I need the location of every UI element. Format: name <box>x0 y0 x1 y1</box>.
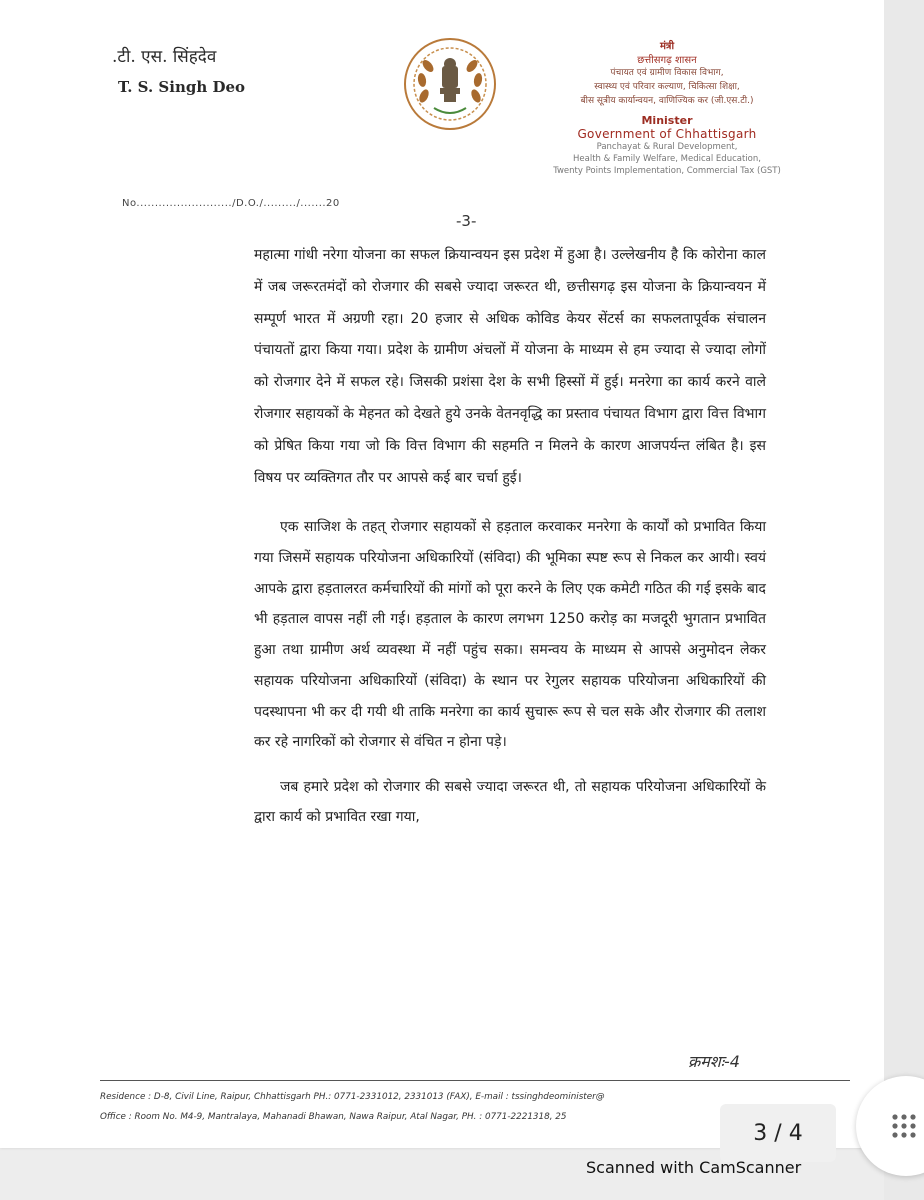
sender-name-english: T. S. Singh Deo <box>118 78 246 96</box>
footer-office: Office : Room No. M4-9, Mantralaya, Mahanadi Bhawan, Nawa Raipur, Atal Nagar, PH. : 0771-2221318, 25 <box>100 1112 567 1122</box>
scanner-watermark: Scanned with CamScanner <box>586 1158 802 1177</box>
grid-apps-icon[interactable] <box>890 1112 918 1140</box>
paragraph-2: एक साजिश के तहत् रोजगार सहायकों से हड़ताल करवाकर मनरेगा के कार्यों को प्रभावित किया गया जिसमें सहायक परियोजना अधिकारियों (संविदा) की भूमिका स्पष्ट रूप से निकल कर आयी। स्वयं आपके द्वारा हड़तालरत कर्मचारियों की मांगों को पूरा करने के लिए एक कमेटी गठित की गई इसके बाद भी हड़ताल वापस नहीं ली गई। हड़ताल के कारण लगभग 1250 करोड़ का मजदूरी भुगतान प्रभावित हुआ तथा ग्रामीण अर्थ व्यवस्था में नहीं पहुंच सका। समन्वय के माध्यम से आपसे अनुमोदन लेकर सहायक परियोजना अधिकारियों (संविदा) के स्थान पर रेगुलर सहायक परियोजना अधिकारियों की पदस्थापना भी कर दी गयी थी ताकि मनरेगा का कार्य सुचारू रूप से चल सके और रोजगार की तलाश कर रहे नागरिकों को रोजगार से वंचित न होना पड़े। <box>254 519 766 751</box>
department-english-line-3: Twenty Points Implementation, Commercial Tax (GST) <box>553 166 781 176</box>
minister-title-hindi: मंत्री <box>659 41 675 52</box>
paragraph-3: जब हमारे प्रदेश को रोजगार की सबसे ज्यादा जरूरत थी, तो सहायक परियोजना अधिकारियों के द्वारा कार्य को प्रभावित रखा गया, <box>254 779 766 825</box>
department-hindi-line-3: बीस सूत्रीय कार्यान्वयन, वाणिज्यिक कर (जी.एस.टी.) <box>580 96 754 106</box>
government-english: Government of Chhattisgarh <box>577 127 757 141</box>
page-indicator-badge: 3 / 4 <box>720 1104 836 1162</box>
reference-number: No........................../D.O./........./.......20 <box>122 198 340 209</box>
department-english-line-1: Panchayat & Rural Development, <box>596 142 738 152</box>
letter-body <box>254 240 766 832</box>
minister-title-english: Minister <box>641 114 693 127</box>
footer-divider <box>100 1080 850 1081</box>
viewer-background-strip <box>884 0 924 1200</box>
continued-marker: क्रमशः-4 <box>688 1052 740 1071</box>
page-marker: -3- <box>456 212 477 230</box>
government-hindi: छत्तीसगढ़ शासन <box>637 55 697 66</box>
state-emblem-seal <box>402 36 498 132</box>
department-english-line-2: Health & Family Welfare, Medical Education, <box>573 154 761 164</box>
department-hindi-line-1: पंचायत एवं ग्रामीण विकास विभाग, <box>610 68 724 78</box>
sender-name-hindi: .टी. एस. सिंहदेव <box>112 47 217 67</box>
minister-letterhead <box>532 38 802 177</box>
department-hindi-line-2: स्वास्थ्य एवं परिवार कल्याण, चिकित्सा शिक्षा, <box>594 82 740 92</box>
footer-residence: Residence : D-8, Civil Line, Raipur, Chhattisgarh PH.: 0771-2331012, 2331013 (FAX), E-mail : tssinghdeominister@ <box>100 1092 605 1102</box>
paragraph-1: महात्मा गांधी नरेगा योजना का सफल क्रियान्वयन इस प्रदेश में हुआ है। उल्लेखनीय है कि कोरोना काल में जब जरूरतमंदों को रोजगार की सबसे ज्यादा जरूरत थी, छत्तीसगढ़ इस योजना के क्रियान्वयन में सम्पूर्ण भारत में अग्रणी रहा। 20 हजार से अधिक कोविड केयर सेंटर्स का सफलतापूर्वक संचालन पंचायतों द्वारा किया गया। प्रदेश के ग्रामीण अंचलों में योजना के माध्यम से हम ज्यादा से ज्यादा लोगों को रोजगार देने में सफल रहे। जिसकी प्रशंसा देश के सभी हिस्सों में हुई। मनरेगा का कार्य करने वाले रोजगार सहायकों के मेहनत को देखते हुये उनके वेतनवृद्धि का प्रस्ताव पंचायत विभाग द्वारा वित्त विभाग को प्रेषित किया गया जो कि वित्त विभाग की सहमति न मिलने के कारण आजपर्यन्त लंबित है। इस विषय पर व्यक्तिगत तौर पर आपसे कई बार चर्चा हुई। <box>254 247 767 486</box>
